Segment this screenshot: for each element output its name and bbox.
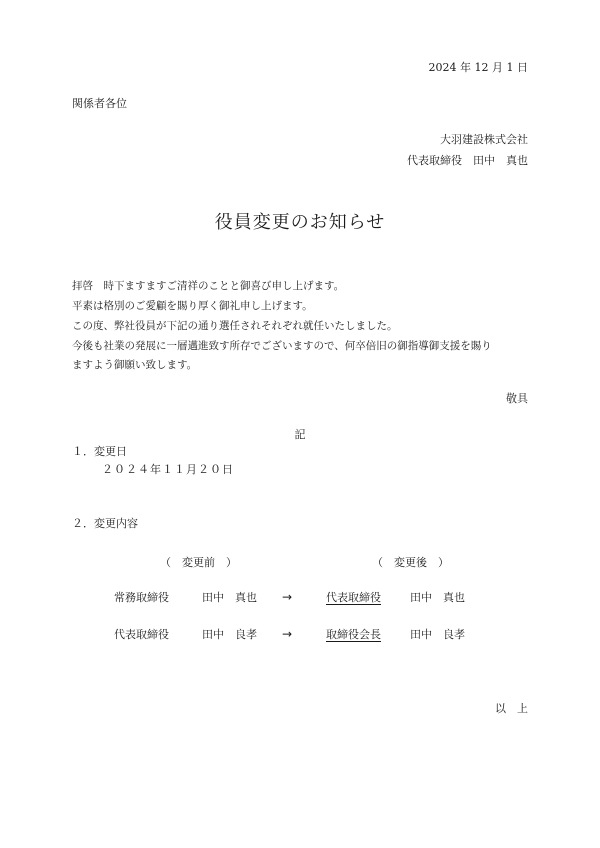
before-role: 代表取締役 (114, 628, 169, 641)
closing: 敬具 (506, 392, 528, 405)
document-date: 2024 年 12 月 1 日 (428, 61, 528, 74)
body-line: この度、弊社役員が下記の通り選任されそれぞれ就任いたしました。 (72, 320, 398, 332)
before-label: （ 変更前 ） (160, 556, 237, 569)
section-2-heading: ２．変更内容 (72, 517, 138, 530)
arrow-right-icon: → (282, 590, 293, 604)
page-title: 役員変更のお知らせ (214, 212, 386, 233)
section-1-heading: １．変更日 (72, 445, 127, 458)
before-name: 田中 良孝 (202, 628, 257, 641)
company-name: 大羽建設株式会社 (440, 133, 528, 146)
after-label: （ 変更後 ） (372, 556, 449, 569)
body-line: ますよう御願い致します。 (72, 359, 198, 371)
body-line: 今後も社業の発展に一層邁進致す所存でございますので、何卒倍旧の御指導御支援を賜り (72, 340, 492, 352)
arrow-right-icon: → (282, 627, 293, 641)
addressee: 関係者各位 (72, 97, 127, 110)
after-name: 田中 真也 (410, 591, 465, 604)
before-role: 常務取締役 (114, 591, 169, 604)
body-line: 平素は格別のご愛顧を賜り厚く御礼申し上げます。 (72, 300, 313, 312)
after-role: 取締役会長 (326, 628, 381, 641)
body-line: 拝啓 時下ますますご清祥のことと御喜び申し上げます。 (72, 280, 345, 292)
sender-name: 代表取締役 田中 真也 (407, 154, 528, 167)
after-role: 代表取締役 (326, 591, 381, 604)
after-name: 田中 良孝 (410, 628, 465, 641)
end-mark: 以 上 (495, 702, 528, 715)
ki-label: 記 (294, 428, 306, 441)
change-date: ２０２４年１１月２０日 (102, 463, 234, 476)
before-name: 田中 真也 (202, 591, 257, 604)
